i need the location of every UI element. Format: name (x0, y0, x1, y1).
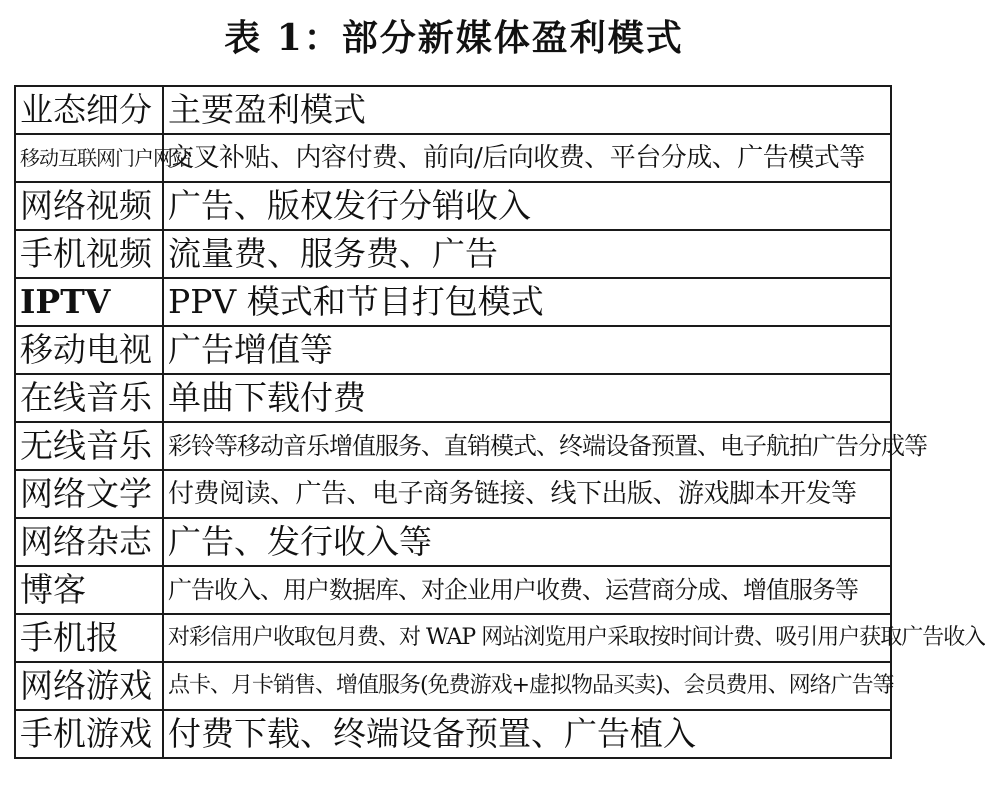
row-model: 交叉补贴、内容付费、前向/后向收费、平台分成、广告模式等 (163, 134, 891, 182)
row-model: 付费下载、终端设备预置、广告植入 (163, 710, 891, 758)
table-row (15, 134, 891, 182)
row-category: 手机游戏 (15, 710, 163, 758)
row-category: 移动电视 (15, 326, 163, 374)
row-model: 广告、版权发行分销收入 (163, 182, 891, 230)
row-category: 手机视频 (15, 230, 163, 278)
table-row (15, 182, 891, 230)
table-row (15, 662, 891, 710)
row-model: PPV 模式和节目打包模式 (163, 278, 891, 326)
row-category: IPTV (15, 278, 163, 326)
table-row (15, 326, 891, 374)
row-category: 博客 (15, 566, 163, 614)
table-row (15, 278, 891, 326)
table-row (15, 470, 891, 518)
row-model: 单曲下载付费 (163, 374, 891, 422)
row-category: 网络文学 (15, 470, 163, 518)
header-category: 业态细分 (15, 86, 163, 134)
row-category: 网络游戏 (15, 662, 163, 710)
row-model: 广告收入、用户数据库、对企业用户收费、运营商分成、增值服务等 (163, 566, 891, 614)
table-row (15, 374, 891, 422)
row-model: 点卡、月卡销售、增值服务(免费游戏+虚拟物品买卖)、会员费用、网络广告等 (163, 662, 891, 710)
row-category: 在线音乐 (15, 374, 163, 422)
table-row (15, 422, 891, 470)
table-header-row (15, 86, 891, 134)
table-row (15, 230, 891, 278)
row-model: 流量费、服务费、广告 (163, 230, 891, 278)
row-model: 对彩信用户收取包月费、对 WAP 网站浏览用户采取按时间计费、吸引用户获取广告收入 (163, 614, 891, 662)
table-row (15, 614, 891, 662)
table-row (15, 710, 891, 758)
row-category: 网络视频 (15, 182, 163, 230)
table-row (15, 566, 891, 614)
row-category: 网络杂志 (15, 518, 163, 566)
table-row (15, 518, 891, 566)
row-category: 移动互联网门户网站 (15, 134, 163, 182)
row-model: 彩铃等移动音乐增值服务、直销模式、终端设备预置、电子航拍广告分成等 (163, 422, 891, 470)
row-category: 无线音乐 (15, 422, 163, 470)
profit-model-table (14, 85, 985, 759)
row-model: 广告、发行收入等 (163, 518, 891, 566)
row-model: 广告增值等 (163, 326, 891, 374)
row-model: 付费阅读、广告、电子商务链接、线下出版、游戏脚本开发等 (163, 470, 891, 518)
table-title: 表 1：部分新媒体盈利模式 (224, 17, 684, 59)
row-category: 手机报 (15, 614, 163, 662)
header-model: 主要盈利模式 (163, 86, 891, 134)
